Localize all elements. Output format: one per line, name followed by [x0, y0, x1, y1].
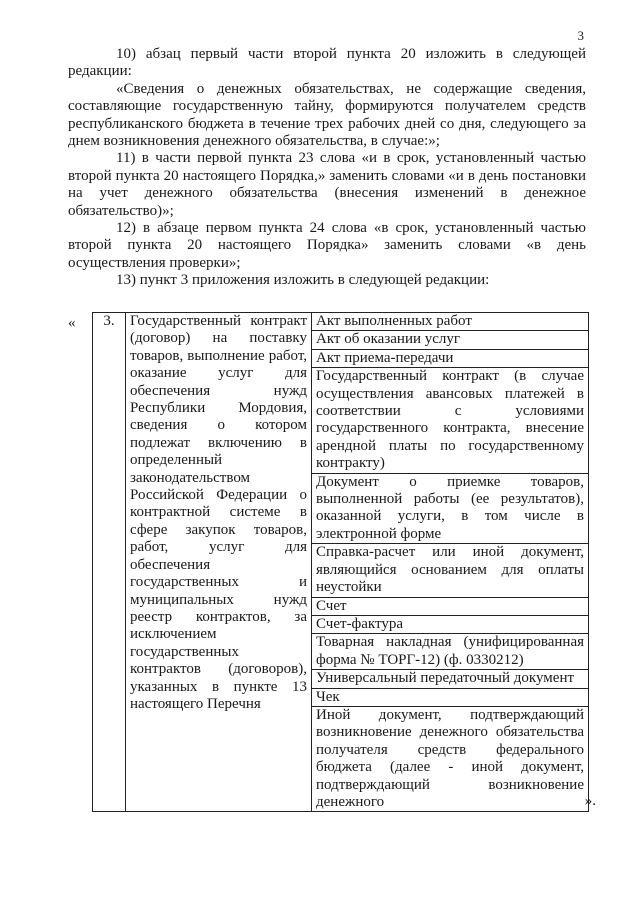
- document-item: Акт выполненных работ: [312, 313, 588, 331]
- paragraph-11: 11) в части первой пункта 23 слова «и в срок, установленный частью второй пункта 20 настоящего Порядка,» заменить словами «и в день постановки на учет денежного обязательства (внесения изменений в денежное обязательство)»;: [68, 150, 586, 219]
- document-item: Документ о приемке товаров, выполненной работы (ее результатов), оказанной услуги, в том числе в электронной форме: [312, 474, 588, 545]
- paragraph-quote: «Сведения о денежных обязательствах, не содержащие сведения, составляющие государственную тайну, формируются получателем средств республиканского бюджета в течение трех рабочих дней со дня, следующего за днем возникновения денежного обязательства, в случае:»;: [68, 80, 586, 150]
- document-item: Иной документ, подтверждающий возникновение денежного обязательства получателя средств федерального бюджета (далее - иной документ, подтверждающий возникновение денежного: [316, 706, 584, 810]
- document-item: Счет: [312, 598, 588, 616]
- table-row: [93, 313, 589, 812]
- open-quote: «: [68, 315, 76, 331]
- document-body: [68, 46, 586, 290]
- paragraph-13: 13) пункт 3 приложения изложить в следующей редакции:: [116, 272, 490, 289]
- paragraph-12: 12) в абзаце первом пункта 24 слова «в срок, установленный частью второй пункта 20 настоящего Порядка» заменить словами «в день осуществления проверки»;: [68, 220, 586, 271]
- amendment-table: [92, 312, 589, 812]
- document-item: Акт об оказании услуг: [312, 331, 588, 349]
- row-number: 3.: [93, 313, 126, 812]
- close-quote: ».: [584, 793, 596, 809]
- document-item: Государственный контракт (в случае осуществления авансовых платежей в соответствии с условиями государственного контракта, внесение арендной платы по государственному контракту): [312, 368, 588, 473]
- page-number: 3: [577, 28, 584, 43]
- document-item: Чек: [312, 689, 588, 707]
- paragraph-10: 10) абзац первый части второй пункта 20 изложить в следующей редакции:: [68, 46, 586, 80]
- document-item: Товарная накладная (унифицированная форма № ТОРГ-12) (ф. 0330212): [312, 634, 588, 670]
- document-item: Универсальный передаточный документ: [312, 670, 588, 688]
- documents-cell: [312, 313, 589, 812]
- document-item: Счет-фактура: [312, 616, 588, 634]
- row-description: Государственный контракт (договор) на поставку товаров, выполнение работ, оказание услуг для обеспечения нужд Республики Мордовия, сведения о котором подлежат включению в определенный законодательством Российской Федерации о контрактной системе в сфере закупок товаров, работ, услуг для обеспечения государственных и муниципальных нужд реестр контрактов, за исключением государственных контрактов (договоров), указанных в пункте 13 настоящего Перечня: [126, 313, 312, 812]
- document-item: Акт приема-передачи: [312, 350, 588, 368]
- amendment-table-block: [68, 312, 596, 812]
- document-item: Справка-расчет или иной документ, являющийся основанием для оплаты неустойки: [312, 544, 588, 597]
